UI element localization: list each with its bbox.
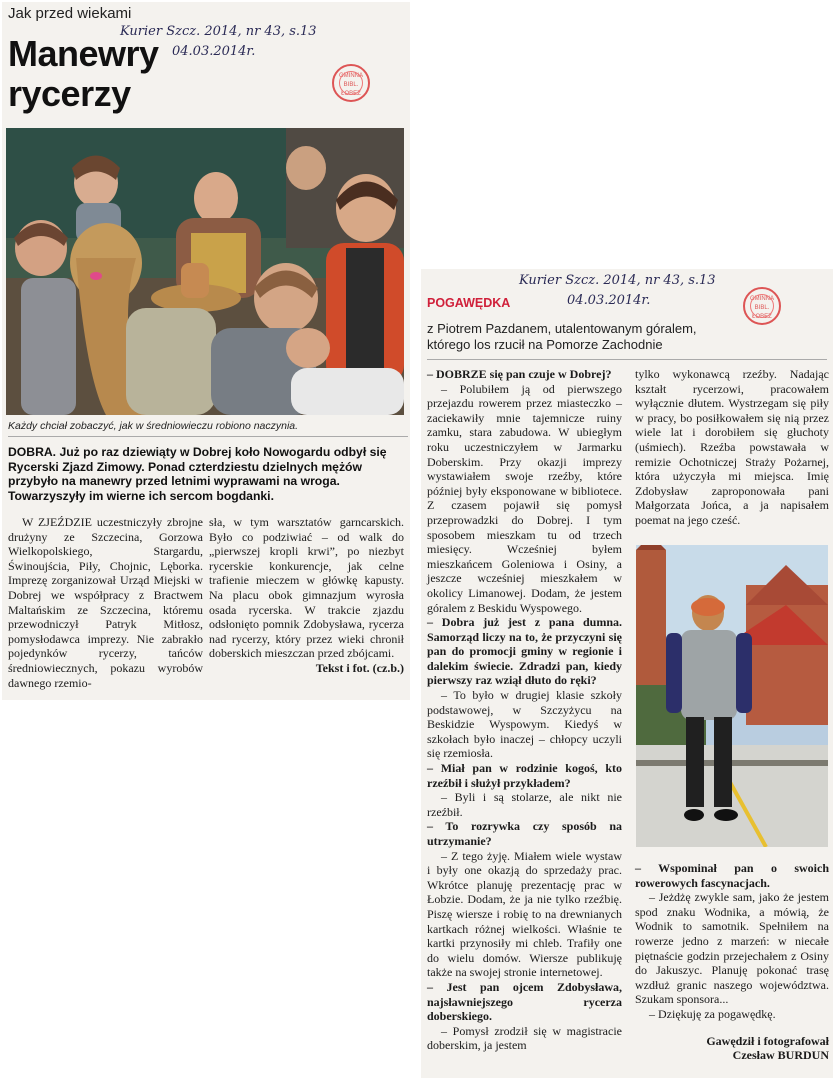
answer-3: – Byli i są stolarze, ale nikt nie rzeźbił.	[427, 790, 622, 819]
section-label: POGAWĘDKA	[427, 296, 511, 310]
signature-line-1: Gawędził i fotografował	[706, 1033, 829, 1048]
library-stamp: GMINNA BIBL. ŁOBEZ	[332, 64, 370, 102]
interview-deck: z Piotrem Pazdanem, utalentowanym góralem, którego los rzucił na Pomorze Zachodnie	[427, 321, 697, 352]
answer-6: – Jeżdżę zwykle sam, jako że jestem spod znaku Wodnika, a mówią, że Wodnik to samotnik. Spełniłem na rowerze jedno z marzeń: w niecałe piętnaście godzin przejechałem z Osiny do Jakuszyc. Planuję pokonać trasę wzdłuż granic naszego województwa. Szukam sponsora...	[635, 890, 829, 1007]
handwritten-date-note: 04.03.2014r.	[567, 293, 651, 308]
headline: Manewry rycerzy	[8, 33, 159, 114]
knight-statue-illustration	[636, 545, 828, 847]
closing-line: – Dziękuję za pogawędkę.	[649, 1006, 776, 1021]
pottery-workshop-illustration	[6, 128, 404, 415]
divider	[427, 359, 827, 360]
answer-4: – Z tego żyję. Miałem wiele wystaw i były one okazją do sprzedaży prac. Wkrótce planuję prezentację prac w Łobzie. Dodam, że ja nie tylko rzeźbię. Piszę wiersze i robię to na drewnianych kartkach różnej wielkości. Właśnie te kartki przynosiły mi chleb. Trafiły one do wielu domów. Wiersze publikuję także na swojej stronie internetowej.	[427, 848, 622, 980]
answer-1: – Polubiłem ją od pierwszego przejazdu rowerem przez miasteczko – zaciekawiły mnie tajemnicze ruiny zamku, stara zabudowa. W ubiegłym roku uczestniczyłem w Jarmarku Doberskim. Przy okazji imprezy wystawiałem swoje rzeźby, które później były eksponowane w bibliotece. Z czasem pojawił się pomysł przeprowadzki do Dobrej. I tym sposobem mieszkam tu od trzech miesięcy. Wcześniej byłem mieszkańcem Goleniowa i Osiny, a jeszcze wcześniej mieszkałem w okolicy Limanowej. Dodam, że jestem góralem z Beskidu Wyspowego.	[427, 381, 622, 615]
lead-paragraph: DOBRA. Już po raz dziewiąty w Dobrej koło Nowogardu odbył się Rycerski Zjazd Zimowy. Ponad czterdziestu dzielnych mężów przybyło na manewry przed letnimi wyprawami na wroga. Towarzyszyły im wierne ich sercom bogdanki.	[8, 445, 387, 503]
body-column-2	[209, 515, 404, 676]
handwritten-date-note: 04.03.2014r.	[172, 44, 256, 59]
question-1: – DOBRZE się pan czuje w Dobrej?	[427, 367, 612, 381]
divider	[8, 436, 408, 437]
interview-column-2	[635, 367, 829, 528]
article-signature: Tekst i fot. (cz.b.)	[315, 660, 404, 675]
handwritten-source-note: Kurier Szcz. 2014, nr 43, s.13	[120, 24, 317, 39]
interview-column-1	[427, 367, 622, 1053]
answer-5: – Pomysł zrodził się w magistracie doberskim, ja jestem	[427, 1023, 622, 1053]
question-3: – Miał pan w rodzinie kogoś, kto rzeźbił i służył przykładem?	[427, 761, 622, 790]
signature-line-2: Czesław BURDUN	[732, 1048, 829, 1063]
kicker: Jak przed wiekami	[8, 5, 132, 22]
body-text-col1: W ZJEŹDZIE uczestniczyły zbrojne drużyny ze Szczecina, Gorzowa Wielkopolskiego, Stargardu, Świnoujścia, Piły, Chojnic, Lęborka. Imprezę zorganizował Urząd Miejski w Dobrej we współpracy z Bractwem Maltańskim ze Szczecina, któremu przewodniczył Patryk Mitłosz, pomysłodawca imprezy. Nie zabrakło pojedynków rycerzy, tańców średniowiecznych, pokazu wyrobów dawnego rzemio-	[8, 515, 203, 690]
question-6: – Wspominał pan o swoich rowerowych fascynacjach.	[635, 861, 829, 890]
photo-knight-statue	[636, 545, 828, 847]
handwritten-source-note: Kurier Szcz. 2014, nr 43, s.13	[519, 273, 716, 288]
body-column-1	[8, 515, 203, 690]
photo-caption: Każdy chciał zobaczyć, jak w średniowieczu robiono naczynia.	[8, 420, 299, 432]
question-5: – Jest pan ojcem Zdobysława, najsławniejszego rycerza doberskiego.	[427, 979, 622, 1024]
answer-2: – To było w drugiej klasie szkoły podstawowej, w Szczyżycu na Beskidzie Wyspowym. Kiedyś w szkołach było inaczej – chłopcy uczyli się rzemiosła.	[427, 688, 622, 761]
clipping-pogawedka	[421, 269, 833, 1078]
body-text-col2: sła, w tym warsztatów garncarskich. Było co podziwiać – od walk do „pierwszej kropli krwi”, po niezbyt rycerskie konkurencje, jak celne trafienie mieczem w główkę kapusty. Na placu obok gimnazjum wyrosła osada rycerska. W trakcie zjazdu odsłonięto pomnik Zdobysława, rycerza nad rycerzy, który przez wieki chronił doberskich mieszczan przed zbójcami.	[209, 515, 404, 661]
question-2: – Dobra już jest z pana dumna. Samorząd liczy na to, że przyczyni się pan do promocji gminy w regionie i dalekim świecie. Zdradzi pan, kiedy pierwszy raz wziął dłuto do ręki?	[427, 615, 622, 688]
photo-pottery-workshop	[6, 128, 404, 415]
clipping-manewry-rycerzy	[2, 2, 410, 700]
interview-column-2b	[635, 861, 829, 1063]
question-4: – To rozrywka czy sposób na utrzymanie?	[427, 819, 622, 848]
answer-5-continued: tylko wykonawcą rzeźby. Nadając kształt rycerzowi, pracowałem wyłącznie dłutem. Wystrzegam się piły w pracy, bo posiłkowałem się nią przez wiele lat i dorobiłem się głuchoty (uśmiech). Rzeźba powstawała w remizie Ochotniczej Straży Pożarnej, która użyczyła mi miejsca. Imię Zdobysław zaproponowała pani Małgorzata Jońca, a ja napisałem poemat na jego cześć.	[635, 367, 829, 527]
library-stamp: GMINNA BIBL. ŁOBEZ	[743, 287, 781, 325]
